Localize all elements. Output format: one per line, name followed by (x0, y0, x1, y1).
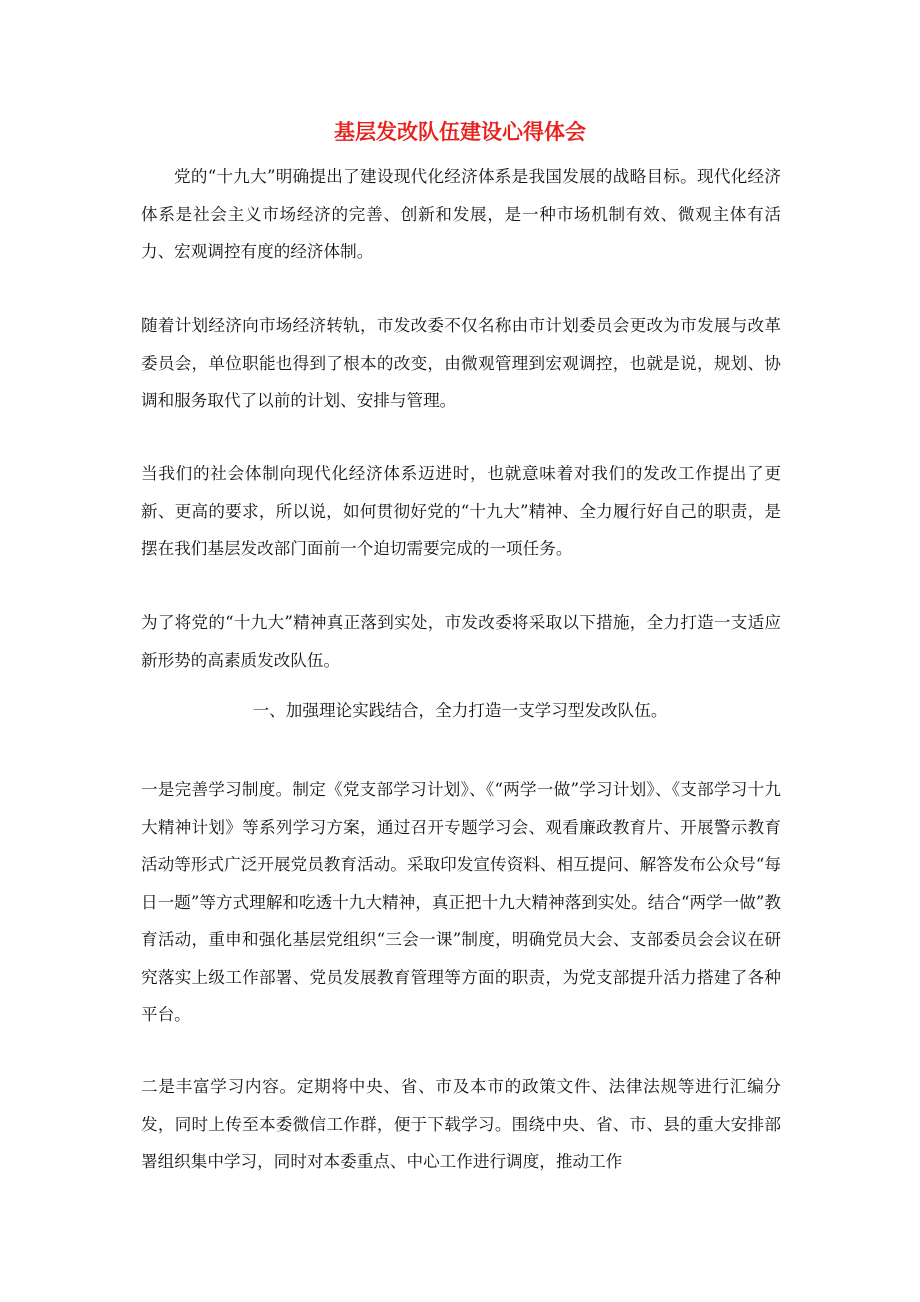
paragraph-study-system: 一是完善学习制度。制定《党支部学习计划》、《“两学一做”学习计划》、《支部学习十九大精神计划》等系列学习方案，通过召开专题学习会、观看廉政教育片、开展警示教育活动等形式广泛开展党员教育活动。采取印发宣传资料、相互提问、解答发布公众号“每日一题”等方式理解和吃透十九大精神，真正把十九大精神落到实处。结合“两学一做”教育活动，重申和强化基层党组织“三会一课”制度，明确党员大会、支部委员会会议在研究落实上级工作部署、党员发展教育管理等方面的职责，为党支部提升活力搭建了各种平台。 (141, 780, 781, 1024)
paragraph-transition: 随着计划经济向市场经济转轨，市发改委不仅名称由市计划委员会更改为市发展与改革委员会，单位职能也得到了根本的改变，由微观管理到宏观调控，也就是说，规划、协调和服务取代了以前的计划、安排与管理。 (141, 316, 781, 410)
paragraph-requirements: 当我们的社会体制向现代化经济体系迈进时，也就意味着对我们的发改工作提出了更新、更高的要求，所以说，如何贯彻好党的“十九大”精神、全力履行好自己的职责，是摆在我们基层发改部门面前一个迫切需要完成的一项任务。 (141, 464, 781, 558)
paragraph-study-content: 二是丰富学习内容。定期将中央、省、市及本市的政策文件、法律法规等进行汇编分发，同时上传至本委微信工作群，便于下载学习。围绕中央、省、市、县的重大安排部署组织集中学习，同时对本委重点、中心工作进行调度，推动工作 (141, 1077, 781, 1171)
paragraph-intro: 党的“十九大”明确提出了建设现代化经济体系是我国发展的战略目标。现代化经济体系是社会主义市场经济的完善、创新和发展，是一种市场机制有效、微观主体有活力、宏观调控有度的经济体制。 (141, 167, 781, 261)
section-heading-1: 一、加强理论实践结合，全力打造一支学习型发改队伍。 (252, 701, 668, 720)
document-title: 基层发改队伍建设心得体会 (334, 120, 586, 144)
paragraph-measures: 为了将党的“十九大”精神真正落到实处，市发改委将采取以下措施，全力打造一支适应新形势的高素质发改队伍。 (141, 613, 781, 670)
